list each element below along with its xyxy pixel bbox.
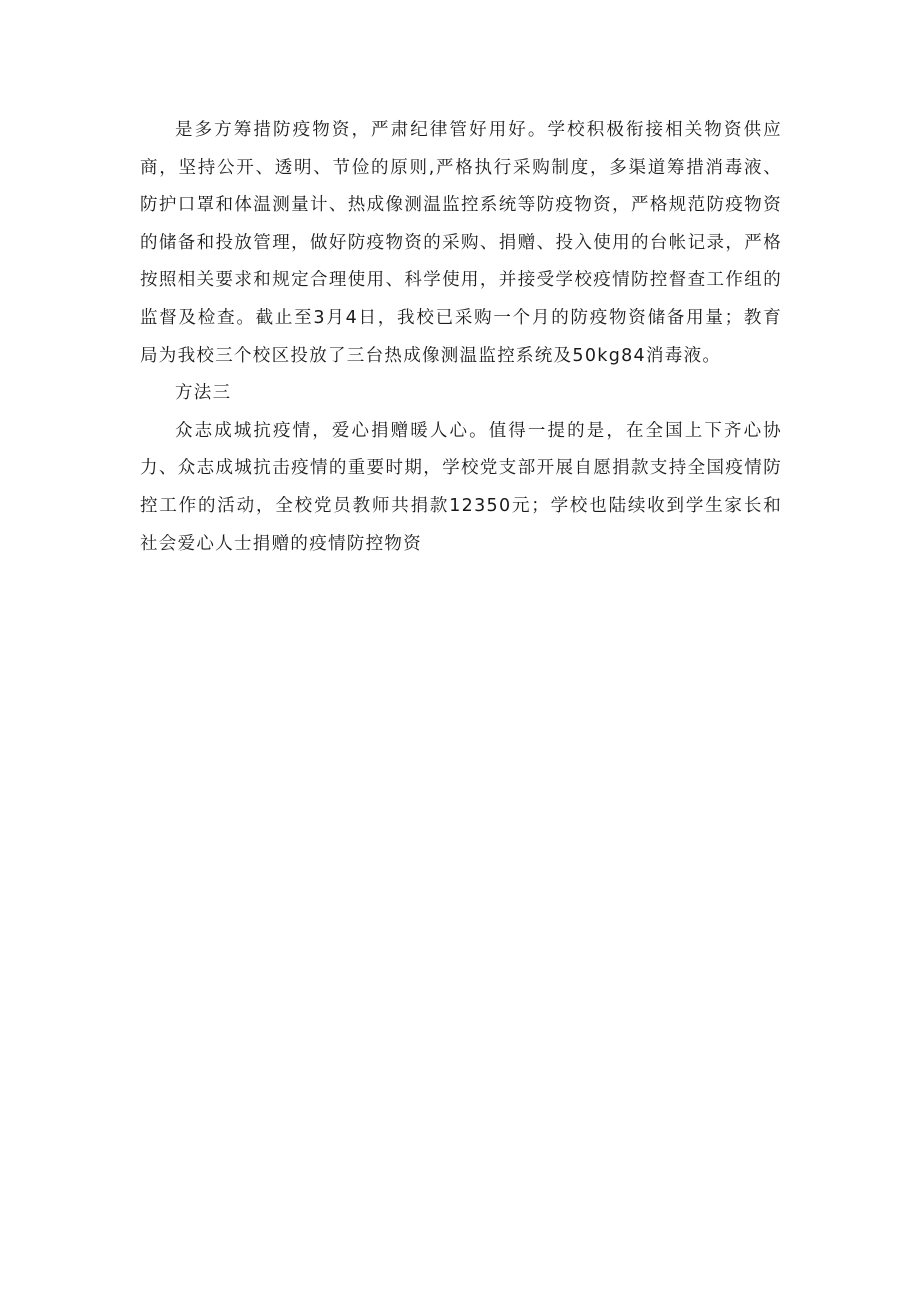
body-paragraph-donations: 众志成城抗疫情，爱心捐赠暖人心。值得一提的是，在全国上下齐心协力、众志成城抗击疫情的重要时期，学校党支部开展自愿捐款支持全国疫情防控工作的活动，全校党员教师共捐款12350元；学校也陆续收到学生家长和社会爱心人士捐赠的疫情防控物资 [140, 420, 782, 554]
section-heading-method-3: 方法三 [175, 383, 232, 404]
document-body [140, 112, 782, 563]
body-paragraph-supplies: 是多方筹措防疫物资，严肃纪律管好用好。学校积极衔接相关物资供应商，坚持公开、透明、节俭的原则,严格执行采购制度，多渠道筹措消毒液、防护口罩和体温测量计、热成像测温监控系统等防疫物资，严格规范防疫物资的储备和投放管理，做好防疫物资的采购、捐赠、投入使用的台帐记录，严格按照相关要求和规定合理使用、科学使用，并接受学校疫情防控督查工作组的监督及检查。截止至3月4日，我校已采购一个月的防疫物资储备用量；教育局为我校三个校区投放了三台热成像测温监控系统及50kg84消毒液。 [140, 120, 782, 366]
